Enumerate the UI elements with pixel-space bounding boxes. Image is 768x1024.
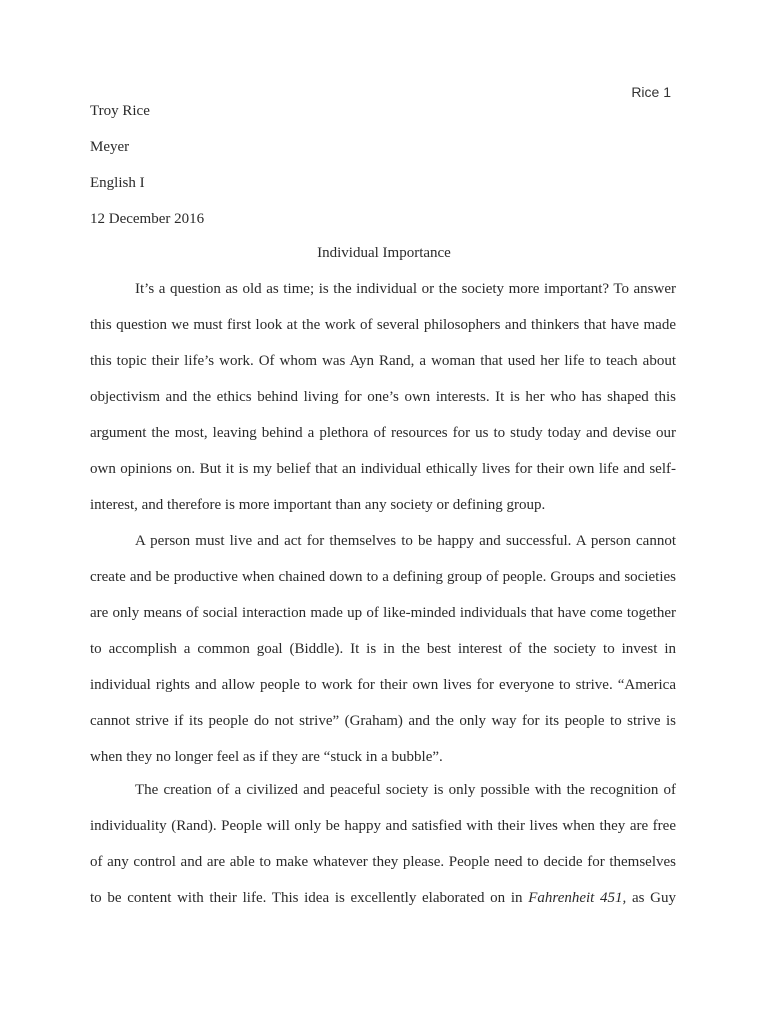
paragraph-line: argument the most, leaving behind a plethora of resources for us to study today and devise our <box>90 425 676 441</box>
paragraph-line: own opinions on. But it is my belief that an individual ethically lives for their own life and self- <box>90 461 676 477</box>
paragraph-1 <box>90 279 676 531</box>
paragraph-line: are only means of social interaction made up of like-minded individuals that have come together <box>90 605 676 621</box>
paragraph-3 <box>90 780 676 924</box>
paragraph-line: A person must live and act for themselves to be happy and successful. A person cannot <box>135 533 676 549</box>
paragraph-line: individual rights and allow people to work for their own lives for everyone to strive. “America <box>90 677 676 693</box>
course-name: English I <box>90 175 145 191</box>
paragraph-line: The creation of a civilized and peaceful society is only possible with the recognition of <box>135 782 676 798</box>
paragraph-line: this topic their life’s work. Of whom was Ayn Rand, a woman that used her life to teach about <box>90 353 676 369</box>
paragraph-line: interest, and therefore is more important than any society or defining group. <box>90 497 546 513</box>
book-title-italic: Fahrenheit 451, <box>528 890 627 906</box>
paragraph-2 <box>90 531 676 783</box>
paragraph-line-with-italic <box>90 888 676 924</box>
paragraph-line: to accomplish a common goal (Biddle). It is in the best interest of the society to invest in <box>90 641 676 657</box>
essay-date: 12 December 2016 <box>90 211 205 227</box>
running-header: Rice 1 <box>631 84 671 100</box>
paragraph-line: objectivism and the ethics behind living for one’s own interests. It is her who has shaped this <box>90 389 676 405</box>
paragraph-line: individuality (Rand). People will only be happy and satisfied with their lives when they are free <box>90 818 676 834</box>
paragraph-line: of any control and are able to make whatever they please. People need to decide for themselves <box>90 854 676 870</box>
paragraph-line: this question we must first look at the work of several philosophers and thinkers that have made <box>90 317 676 333</box>
paragraph-line-text: to be content with their life. This idea is excellently elaborated on in <box>90 890 523 906</box>
paragraph-line: when they no longer feel as if they are “stuck in a bubble”. <box>90 749 443 765</box>
paragraph-line: cannot strive if its people do not strive” (Graham) and the only way for its people to strive is <box>90 713 676 729</box>
paragraph-line-tail: as Guy <box>626 890 677 906</box>
author-name: Troy Rice <box>90 103 150 119</box>
paragraph-line: It’s a question as old as time; is the individual or the society more important? To answer <box>135 281 676 297</box>
paragraph-line: create and be productive when chained down to a defining group of people. Groups and societies <box>90 569 676 585</box>
instructor-name: Meyer <box>90 139 130 155</box>
essay-title: Individual Importance <box>317 245 451 261</box>
